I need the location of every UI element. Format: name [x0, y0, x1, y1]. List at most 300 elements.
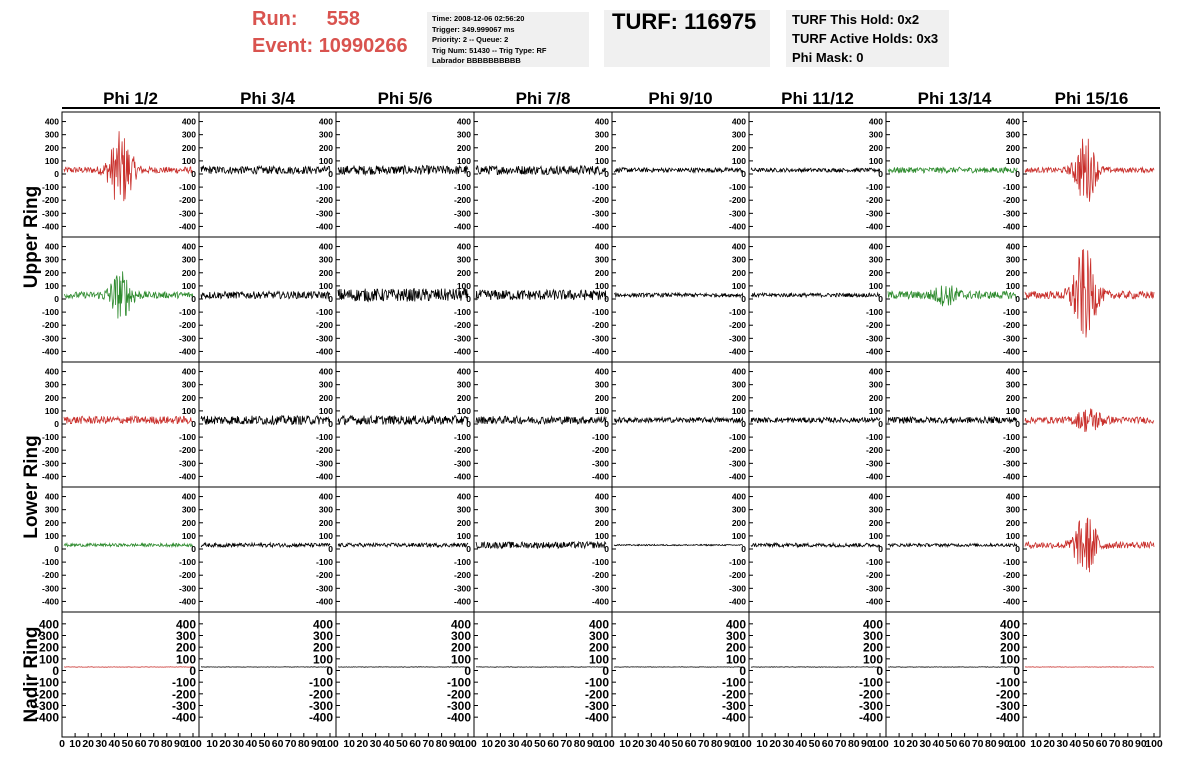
y-tick-label: -100 — [591, 307, 609, 318]
y-tick-label: 200 — [44, 142, 59, 153]
x-tick-label: 20 — [219, 738, 232, 750]
y-tick-label: -400 — [41, 221, 59, 232]
y-tick-label: 200 — [318, 142, 333, 153]
y-tick-label: 400 — [38, 617, 59, 632]
y-tick-label: -100 — [453, 307, 471, 318]
y-tick-label: 400 — [318, 366, 333, 377]
y-tick-label: 400 — [868, 116, 883, 127]
waveform-r4-c2 — [201, 543, 330, 547]
waveform-r1-c1 — [64, 131, 193, 201]
x-tick-label: 50 — [396, 738, 408, 750]
y-tick-label: 300 — [731, 254, 746, 265]
waveform-r1-c4 — [476, 166, 606, 175]
y-tick-label: -100 — [178, 432, 196, 443]
y-tick-label: -200 — [315, 445, 333, 456]
waveform-r3-c4 — [476, 416, 606, 424]
panel-r5-c8 — [1023, 612, 1160, 737]
y-tick-label: -100 — [584, 675, 609, 690]
x-tick-label: 50 — [534, 738, 546, 750]
y-tick-label: -300 — [315, 458, 333, 469]
y-tick-label: -100 — [453, 182, 471, 193]
y-tick-label: -200 — [591, 195, 609, 206]
y-tick-label: 200 — [594, 517, 609, 528]
x-tick-label: 70 — [560, 738, 573, 750]
waveform-r2-c2 — [201, 291, 330, 298]
x-tick-label: 50 — [1082, 738, 1095, 750]
y-tick-label: 100 — [456, 405, 471, 416]
x-tick-label: 10 — [1030, 738, 1042, 750]
y-tick-label: -400 — [178, 221, 196, 232]
y-tick-label: -300 — [453, 333, 471, 344]
y-tick-label: 200 — [450, 640, 471, 655]
y-tick-label: -300 — [858, 699, 883, 713]
event-label: Event: — [252, 35, 314, 57]
y-tick-label: -300 — [1002, 583, 1020, 594]
column-header-3: Phi 5/6 — [377, 89, 433, 108]
y-tick-label: 100 — [44, 405, 59, 416]
y-tick-label: 400 — [312, 617, 333, 632]
y-tick-label: 400 — [44, 241, 59, 252]
y-tick-label: -200 — [995, 687, 1020, 702]
y-tick-label: 100 — [44, 280, 59, 291]
y-tick-label: -400 — [858, 710, 883, 725]
column-header-8: Phi 15/16 — [1054, 89, 1129, 108]
run-value: 558 — [326, 8, 361, 30]
y-tick-label: -300 — [728, 333, 746, 344]
y-tick-label: 100 — [456, 280, 471, 291]
y-tick-label: 400 — [456, 366, 471, 377]
y-tick-label: 300 — [38, 629, 59, 643]
y-tick-label: -200 — [865, 570, 883, 581]
ring-label-1: Upper Ring — [21, 185, 42, 289]
y-tick-label: 400 — [318, 491, 333, 502]
y-tick-label: -100 — [308, 675, 333, 690]
y-tick-label: 100 — [181, 405, 196, 416]
y-tick-label: -100 — [721, 675, 746, 690]
waveform-r4-c6 — [751, 543, 880, 547]
y-tick-label: 100 — [731, 530, 746, 541]
x-tick-label: 60 — [271, 738, 284, 750]
y-tick-label: 300 — [181, 254, 196, 265]
waveform-r4-c5 — [614, 544, 743, 545]
y-tick-label: 100 — [456, 155, 471, 166]
phi-mask: Phi Mask: 0 — [792, 50, 864, 65]
y-tick-label: 0 — [604, 169, 609, 179]
column-header-4: Phi 7/8 — [515, 89, 571, 108]
x-tick-label: 50 — [945, 738, 958, 750]
y-tick-label: -400 — [728, 346, 746, 357]
y-tick-label: -400 — [453, 221, 471, 232]
y-tick-label: 0 — [741, 544, 746, 554]
x-tick-label: 70 — [834, 738, 847, 750]
y-tick-label: 200 — [999, 640, 1020, 655]
y-tick-label: 100 — [456, 530, 471, 541]
x-tick-label: 90 — [724, 738, 736, 750]
x-tick-label: 90 — [861, 738, 873, 750]
x-tick-label: 90 — [1135, 738, 1147, 750]
y-tick-label: -100 — [865, 182, 883, 193]
y-tick-label: 300 — [594, 379, 609, 390]
x-tick-label: 10 — [756, 738, 768, 750]
y-tick-label: 0 — [878, 169, 883, 179]
y-tick-label: 300 — [456, 504, 471, 515]
y-tick-label: 300 — [862, 629, 883, 643]
x-tick-label: 70 — [697, 738, 710, 750]
y-tick-label: -200 — [1002, 195, 1020, 206]
y-tick-label: -300 — [178, 458, 196, 469]
y-tick-label: 200 — [456, 142, 471, 153]
y-tick-label: -300 — [178, 583, 196, 594]
y-tick-label: -100 — [1002, 432, 1020, 443]
y-tick-label: -300 — [315, 333, 333, 344]
y-tick-label: -200 — [34, 687, 59, 702]
y-tick-label: 200 — [1005, 267, 1020, 278]
waveform-r2-c8 — [1025, 249, 1154, 337]
y-tick-label: 0 — [191, 294, 196, 304]
y-tick-label: -400 — [178, 596, 196, 607]
y-tick-label: 0 — [189, 664, 196, 678]
y-tick-label: 100 — [44, 155, 59, 166]
x-tick-label: 20 — [494, 738, 507, 750]
y-tick-label: 0 — [878, 419, 883, 429]
y-tick-label: -200 — [1002, 445, 1020, 456]
y-tick-label: 300 — [456, 254, 471, 265]
y-tick-label: 100 — [181, 280, 196, 291]
y-tick-label: -100 — [1002, 182, 1020, 193]
x-tick-label: 40 — [658, 738, 671, 750]
y-tick-label: -400 — [1002, 221, 1020, 232]
x-tick-label: 100 — [459, 738, 477, 750]
y-tick-label: 400 — [594, 116, 609, 127]
x-tick-label: 50 — [121, 738, 134, 750]
y-tick-label: 100 — [44, 530, 59, 541]
x-tick-label: 60 — [409, 738, 422, 750]
y-tick-label: -300 — [453, 583, 471, 594]
turf-active-holds: TURF Active Holds: 0x3 — [792, 31, 939, 46]
x-tick-label: 90 — [586, 738, 599, 750]
y-tick-label: -300 — [34, 699, 59, 713]
y-tick-label: -300 — [728, 583, 746, 594]
y-tick-label: 0 — [54, 419, 59, 429]
y-tick-label: 100 — [175, 652, 196, 667]
y-tick-label: 400 — [181, 116, 196, 127]
x-tick-label: 20 — [632, 738, 645, 750]
y-tick-label: 100 — [318, 405, 333, 416]
x-tick-label: 70 — [147, 738, 160, 750]
y-tick-label: 400 — [1005, 491, 1020, 502]
x-tick-label: 80 — [160, 738, 173, 750]
y-tick-label: -300 — [995, 699, 1020, 713]
y-tick-label: 200 — [868, 142, 883, 153]
y-tick-label: 0 — [1015, 544, 1020, 554]
y-tick-label: -300 — [584, 699, 609, 713]
y-tick-label: 100 — [594, 155, 609, 166]
panel-r3-c8 — [1023, 362, 1160, 487]
y-tick-label: 200 — [318, 267, 333, 278]
y-tick-label: 0 — [466, 169, 471, 179]
y-tick-label: 100 — [588, 652, 609, 667]
waveform-r4-c3 — [338, 543, 468, 547]
x-tick-label: 100 — [871, 738, 889, 750]
waveform-r2-c6 — [751, 293, 880, 297]
y-tick-label: -200 — [315, 570, 333, 581]
waveform-r3-c6 — [751, 418, 880, 423]
y-tick-label: 400 — [1005, 241, 1020, 252]
y-tick-label: 100 — [862, 652, 883, 667]
y-tick-label: 0 — [1015, 169, 1020, 179]
y-tick-label: -200 — [591, 320, 609, 331]
y-tick-label: 300 — [181, 379, 196, 390]
y-tick-label: 0 — [878, 544, 883, 554]
x-tick-label: 20 — [82, 738, 95, 750]
y-tick-label: -400 — [1002, 471, 1020, 482]
y-tick-label: 300 — [731, 379, 746, 390]
y-tick-label: -300 — [1002, 208, 1020, 219]
y-tick-label: 0 — [326, 664, 333, 678]
y-tick-label: -300 — [591, 333, 609, 344]
y-tick-label: -300 — [1002, 458, 1020, 469]
y-tick-label: -400 — [178, 346, 196, 357]
y-tick-label: -100 — [315, 432, 333, 443]
y-tick-label: 400 — [594, 241, 609, 252]
y-tick-label: 0 — [54, 169, 59, 179]
y-tick-label: 200 — [44, 267, 59, 278]
y-tick-label: -200 — [178, 570, 196, 581]
y-tick-label: 300 — [44, 129, 59, 140]
y-tick-label: -200 — [865, 320, 883, 331]
run-label: Run: — [252, 8, 298, 30]
y-tick-label: 400 — [456, 241, 471, 252]
y-tick-label: 400 — [1005, 366, 1020, 377]
x-tick-label: 30 — [919, 738, 932, 750]
y-tick-label: 300 — [456, 379, 471, 390]
y-tick-label: -100 — [728, 182, 746, 193]
y-tick-label: 300 — [1005, 254, 1020, 265]
y-tick-label: 400 — [731, 491, 746, 502]
y-tick-label: -100 — [591, 557, 609, 568]
y-tick-label: 0 — [1015, 294, 1020, 304]
y-tick-label: 200 — [44, 517, 59, 528]
y-tick-label: -200 — [728, 195, 746, 206]
y-tick-label: 300 — [868, 379, 883, 390]
waveform-r1-c7 — [888, 167, 1017, 173]
y-tick-label: -100 — [41, 182, 59, 193]
x-tick-label: 90 — [174, 738, 186, 750]
y-tick-label: -400 — [728, 221, 746, 232]
x-tick-label: 100 — [1145, 738, 1163, 750]
y-tick-label: -200 — [728, 320, 746, 331]
column-header-2: Phi 3/4 — [240, 89, 295, 108]
y-tick-label: -400 — [1002, 346, 1020, 357]
y-tick-label: 100 — [868, 405, 883, 416]
turf-count: TURF: 116975 — [612, 9, 757, 34]
x-tick-label: 0 — [59, 738, 65, 750]
x-tick-label: 30 — [95, 738, 108, 750]
y-tick-label: 300 — [731, 129, 746, 140]
y-tick-label: 0 — [466, 294, 471, 304]
y-tick-label: 300 — [312, 629, 333, 643]
y-tick-label: -400 — [446, 710, 471, 725]
y-tick-label: 0 — [328, 169, 333, 179]
y-tick-label: 0 — [739, 664, 746, 678]
y-tick-label: 200 — [1005, 392, 1020, 403]
waveform-r1-c5 — [614, 168, 743, 173]
x-tick-label: 90 — [998, 738, 1010, 750]
y-tick-label: 100 — [1005, 280, 1020, 291]
y-tick-label: 100 — [318, 155, 333, 166]
y-tick-label: 100 — [312, 652, 333, 667]
y-tick-label: -100 — [865, 307, 883, 318]
y-tick-label: -200 — [178, 195, 196, 206]
y-tick-label: 300 — [318, 504, 333, 515]
y-tick-label: 200 — [731, 392, 746, 403]
y-tick-label: -200 — [41, 195, 59, 206]
y-tick-label: 400 — [868, 366, 883, 377]
y-tick-label: 300 — [318, 129, 333, 140]
y-tick-label: 400 — [731, 241, 746, 252]
column-header-5: Phi 9/10 — [648, 89, 713, 108]
y-tick-label: 300 — [175, 629, 196, 643]
y-tick-label: 0 — [741, 419, 746, 429]
y-tick-label: 400 — [594, 366, 609, 377]
y-tick-label: 300 — [999, 629, 1020, 643]
y-tick-label: -300 — [453, 208, 471, 219]
y-tick-label: -300 — [865, 333, 883, 344]
x-tick-label: 30 — [507, 738, 520, 750]
y-tick-label: -200 — [41, 445, 59, 456]
y-tick-label: -300 — [728, 208, 746, 219]
y-tick-label: -400 — [591, 596, 609, 607]
y-tick-label: 0 — [741, 169, 746, 179]
y-tick-label: -200 — [453, 320, 471, 331]
y-tick-label: -100 — [865, 432, 883, 443]
y-tick-label: -300 — [591, 458, 609, 469]
y-tick-label: 400 — [1005, 116, 1020, 127]
y-tick-label: 300 — [868, 504, 883, 515]
x-tick-label: 20 — [356, 738, 369, 750]
y-tick-label: 400 — [318, 241, 333, 252]
y-tick-label: -300 — [41, 583, 59, 594]
y-tick-label: -100 — [995, 675, 1020, 690]
y-tick-label: -100 — [171, 675, 196, 690]
y-tick-label: 200 — [456, 267, 471, 278]
y-tick-label: -400 — [591, 346, 609, 357]
y-tick-label: -100 — [1002, 307, 1020, 318]
x-tick-label: 80 — [1121, 738, 1134, 750]
y-tick-label: -400 — [728, 471, 746, 482]
y-tick-label: 400 — [456, 116, 471, 127]
x-tick-label: 10 — [619, 738, 631, 750]
x-tick-label: 10 — [481, 738, 494, 750]
y-tick-label: -100 — [446, 675, 471, 690]
y-tick-label: 200 — [594, 267, 609, 278]
y-tick-label: -300 — [41, 208, 59, 219]
y-tick-label: -200 — [865, 195, 883, 206]
y-tick-label: 100 — [725, 652, 746, 667]
x-tick-label: 80 — [435, 738, 448, 750]
y-tick-label: 300 — [318, 379, 333, 390]
y-tick-label: 200 — [318, 392, 333, 403]
y-tick-label: -400 — [453, 596, 471, 607]
y-tick-label: -400 — [41, 346, 59, 357]
waveform-r3-c7 — [888, 417, 1017, 424]
y-tick-label: -100 — [41, 557, 59, 568]
y-tick-label: 300 — [594, 254, 609, 265]
x-tick-label: 80 — [297, 738, 310, 750]
x-tick-label: 90 — [448, 738, 461, 750]
y-tick-label: -100 — [41, 432, 59, 443]
x-tick-label: 60 — [684, 738, 697, 750]
y-tick-label: 200 — [181, 392, 196, 403]
y-tick-label: 0 — [191, 419, 196, 429]
waveform-r4-c1 — [64, 544, 193, 547]
y-tick-label: -100 — [315, 307, 333, 318]
y-tick-label: 200 — [175, 640, 196, 655]
y-tick-label: 0 — [328, 544, 333, 554]
y-tick-label: 400 — [450, 617, 471, 632]
column-header-7: Phi 13/14 — [917, 89, 992, 108]
y-tick-label: 0 — [1013, 664, 1020, 678]
x-tick-label: 80 — [573, 738, 586, 750]
y-tick-label: -400 — [591, 471, 609, 482]
ring-label-3: Nadir Ring — [21, 626, 42, 723]
x-tick-label: 30 — [782, 738, 795, 750]
y-tick-label: -400 — [453, 471, 471, 482]
y-tick-label: -100 — [728, 307, 746, 318]
y-tick-label: 300 — [1005, 379, 1020, 390]
y-tick-label: 100 — [999, 652, 1020, 667]
y-tick-label: 0 — [328, 419, 333, 429]
y-tick-label: 0 — [466, 544, 471, 554]
y-tick-label: -200 — [721, 687, 746, 702]
y-tick-label: 0 — [741, 294, 746, 304]
waveform-r3-c1 — [64, 416, 193, 424]
x-tick-label: 30 — [232, 738, 245, 750]
x-tick-label: 100 — [1008, 738, 1026, 750]
y-tick-label: 400 — [44, 491, 59, 502]
y-tick-label: 100 — [181, 155, 196, 166]
turf-this-hold: TURF This Hold: 0x2 — [792, 12, 920, 27]
y-tick-label: -100 — [591, 182, 609, 193]
waveform-r3-c8 — [1025, 409, 1154, 432]
y-tick-label: 300 — [868, 129, 883, 140]
y-tick-label: 100 — [868, 155, 883, 166]
y-tick-label: -200 — [453, 195, 471, 206]
y-tick-label: 200 — [181, 267, 196, 278]
y-tick-label: -400 — [865, 346, 883, 357]
y-tick-label: 100 — [731, 155, 746, 166]
y-tick-label: -100 — [728, 432, 746, 443]
y-tick-label: -100 — [315, 557, 333, 568]
y-tick-label: -200 — [1002, 320, 1020, 331]
y-tick-label: -400 — [584, 710, 609, 725]
y-tick-label: 200 — [731, 142, 746, 153]
y-tick-label: -200 — [728, 445, 746, 456]
y-tick-label: 100 — [318, 530, 333, 541]
y-tick-label: 300 — [868, 254, 883, 265]
y-tick-label: -400 — [591, 221, 609, 232]
y-tick-label: -300 — [865, 458, 883, 469]
waveform-r4-c8 — [1025, 518, 1154, 572]
x-tick-label: 40 — [108, 738, 121, 750]
x-tick-label: 50 — [808, 738, 821, 750]
y-tick-label: 400 — [181, 491, 196, 502]
y-tick-label: 200 — [312, 640, 333, 655]
y-tick-label: -400 — [315, 346, 333, 357]
waveform-r1-c2 — [201, 166, 330, 174]
y-tick-label: 400 — [44, 366, 59, 377]
y-tick-label: 400 — [588, 617, 609, 632]
